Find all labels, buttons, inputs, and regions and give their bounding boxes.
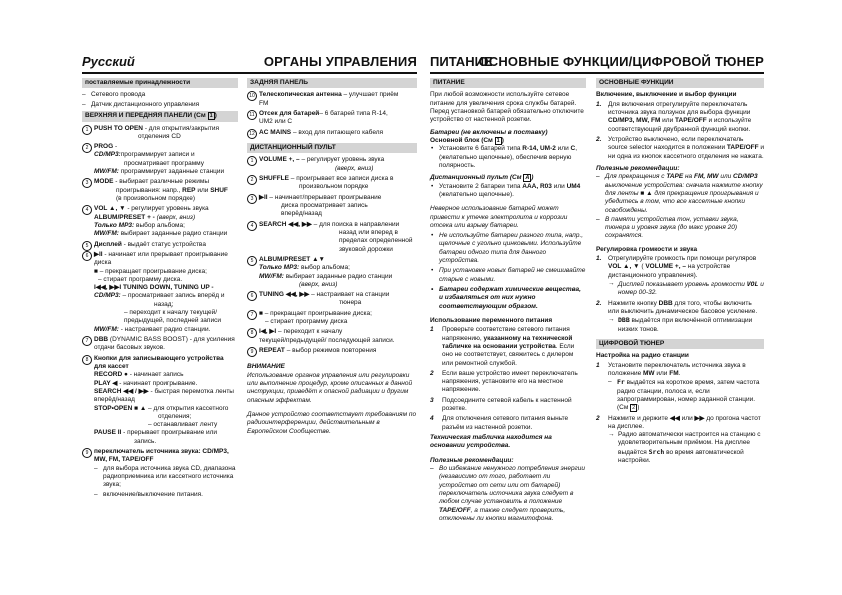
remote-item: 9 REPEAT – выбор режимов повторения	[247, 347, 417, 355]
power-intro: При любой возможности используйте сетевое питание для увеличения срока службы батарей. Перед установкой батарей обязательно отключите устройство от настенной розетки.	[430, 91, 584, 124]
column-functions-tuner: ОСНОВНЫЕ ФУНКЦИИ Включение, выключение и выбор функции 1. Для включения отрегулируйте переключатель источника звука ползунок для выбора функции CD/MP3, MW, FM или TAPE/OFF и используйте соответствующий двубранной функций кнопки. 2. Устройство выключено, если переключатель source selector находится в положении TAPE/OFF и ни одна из кнопок кассетного отделения не нажата. Полезные рекомендации: – Для прекращения с TAPE на FM, MW или CD/MP3 выключение устройства: сначала нажмите кнопку для ленты ■ ▲ для прекращения проигрывания и убедитесь в том, что все кассетные кнопки освобождены. – В памяти устройства тон, уставки звука, тюнера и уровня звука (до макс уровня 20) сохранятся. Регулировка громкости и звука 1. Отрегулируйте громкость при помощи регуляров VOL ▲, ▼ ( VOLUME +, – на устройстве дистанционного управления). → Дисплей показывает уровень громкости VOL и номер 00-32. 2. Нажмите кнопку DBB для того, чтобы включить или выключить динамическое басовое усиление. → DBB выдаётся при включённой оптимизации низких тонов. ЦИФРОВОЙ ТЮНЕР Настройка на радио станции 1 Установите переключатель источника звука в положение MW или FM. – Fr выдаётся на короткое время, затем частота радио станции, полоса и, если запрограммирован, номер заданной станции. (См 2 ) 2 Нажмите и держите ◀◀ или ▶▶ до прогона частот на дисплее. → Радио автоматически настроится на станцию с удовлетворительным приёмом. На дисплее выдаётся Srch во время автоматической настройки.	[596, 76, 764, 467]
remote-item: 3 ▶II – начинает/прерывает проигрывание диска просматривает запись вперёд/назад	[247, 194, 417, 219]
lcd-fr-indicator: Fr	[617, 378, 625, 387]
remote-item: 1 VOLUME +, – – регулирует уровень звука (вверх, вниз)	[247, 156, 417, 173]
right-page-header	[430, 56, 764, 74]
supplied-heading: поставляемые принадлежности	[82, 78, 238, 88]
language-label: Русский	[82, 54, 135, 70]
figure-ref: A	[525, 175, 530, 182]
supplied-item: – Сетевого провода	[82, 91, 238, 99]
control-item: 7 DBB (DYNAMIC BASS BOOST) - для усиления отдачи басовых звуков.	[82, 336, 238, 353]
left-page-header	[82, 56, 417, 74]
figure-ref: 1	[209, 113, 213, 120]
remote-item: 8 I◀, ▶I – переходит к началу текущей/предыдущей/ последующей записи.	[247, 328, 417, 345]
remote-item: 4 SEARCH ◀◀, ▶▶ – для поиска в направлении назад или вперед в пределах определенной звуковой дорожки	[247, 221, 417, 254]
warning-heading: ВНИМАНИЕ	[247, 363, 285, 371]
remote-item: 7 ■ – прекращает проигрывание диска; – стирает программу диска	[247, 310, 417, 327]
supplied-item: – Датчик дистанционного управления	[82, 101, 238, 109]
tips-heading: Полезные рекомендации:	[430, 456, 514, 464]
ac-heading: Использование переменного питания	[430, 316, 553, 324]
batteries-heading: Батареи (не включены в поставку)	[430, 128, 548, 136]
remote-item: 2 SHUFFLE – проигрывает все записи диска в произвольном порядке	[247, 175, 417, 192]
control-item: 1 PUSH TO OPEN - для открытия/закрытия отделения CD	[82, 125, 238, 142]
warning-text: Использование органов управления или регулировки или выполнение процедур, кроме описанных в данной инструкции, приведёт к опасной радиации и другим опасным эффектам.	[247, 371, 413, 404]
remote-item: 6 TUNING ◀◀, ▶▶ – настраивает на станции тюнера	[247, 291, 417, 308]
remote-item: 5 ALBUM/PRESET ▲▼ Только MP3: выбор альбома; MW/FM: выбирает заданные радио станции (вверх, вниз)	[247, 256, 417, 289]
functions-title: ОСНОВНЫЕ ФУНКЦИИ/ЦИФРОВОЙ ТЮНЕР	[478, 54, 764, 70]
figure-ref: 2	[632, 405, 636, 412]
battery-instruction: • Установите 6 батарей типа R-14, UM-2 или C, (желательно щелочные), обеспечив верную полярность.	[430, 145, 586, 170]
figure-ref: 1	[496, 138, 500, 144]
basic-functions-heading: ОСНОВНЫЕ ФУНКЦИИ	[596, 78, 764, 88]
control-item: 11 Отсек для батарей– 6 батарей типа R-14, UM2 или С	[247, 110, 417, 127]
control-item: 2 PROG - CD/MP3:программирует записи и просматривает программу MW/FM: программирует заданныe станции	[82, 143, 238, 176]
battery-instruction: • Установите 2 батареи типа AAA, R03 или UM4 (желательно щелочные).	[430, 183, 586, 200]
power-heading: ПИТАНИЕ	[430, 78, 586, 88]
eu-compliance-text: Данное устройство соответствует требованиям по радиоинтерференции, действительным в Европейском Сообществе.	[247, 410, 417, 435]
lcd-srch-indicator: Srch	[648, 447, 665, 456]
column-controls-back-remote	[247, 76, 417, 438]
control-item: 5 Дисплей - выдаёт статус устройства	[82, 241, 238, 249]
power-title: ПИТАНИЕ	[430, 54, 493, 70]
misuse-warning: Неверное использование батарей может привести к утечке электролита и коррозии отсека или взрыву батареи.	[430, 205, 568, 229]
remote-heading: ДИСТАНЦИОННЫЙ ПУЛЬТ	[247, 143, 417, 153]
control-item: 12 AC MAINS – вход для питающего кабеля	[247, 129, 417, 137]
controls-title: ОРГАНЫ УПРАВЛЕНИЯ	[263, 54, 417, 70]
lcd-vol-indicator: VOL	[746, 280, 759, 288]
column-controls-front	[82, 76, 238, 501]
control-item: 4 VOL ▲, ▼ - регулирует уровень звука ALBUM/PRESET + - (вверх, вниз) Только MP3: выбор альбома; MW/FM: выбирает заданные радио станции	[82, 205, 238, 238]
control-item: 9 переключатель источника звука: CD/MP3, MW, FM, TAPE/OFF – для выбора источника звука CD, диапазона радиоприемника или кассетного источника звука; – включение/выключение питания.	[82, 448, 238, 499]
control-item: 3 MODE - выбирает различные режимы проигрывания: напр., REP или SHUF (в произвольном порядке)	[82, 178, 238, 203]
control-item: 10 Телескопическая антенна – улучшает приём FM	[247, 91, 417, 108]
panel-heading: ВЕРХНЯЯ И ПЕРЕДНЯЯ ПАНЕЛИ (См 1 )	[82, 111, 238, 121]
column-power: ПИТАНИЕ При любой возможности используйте сетевое питание для увеличения срока службы батарей. Перед установкой батарей обязательно отключите устройство от настенной розетки. Батареи (не включены в поставку) Основной блок (См 1 ) • Установите 6 батарей типа R-14, UM-2 или C, (желательно щелочные), обеспечив верную полярность. Дистанционный пульт (См A ) • Установите 2 батареи типа AAA, R03 или UM4 (желательно щелочные). Неверное использование батарей может привести к утечке электролита и коррозии отсека или взрыву батареи. • Не используйте батареи разного типа, напр., щелочные с угольно цинковыми. Используйте батареи одного типа для данного устройства. • При установке новых батарей не смешивайте старые с новыми. • Батареи содержат химические вещества, и избавляться от них нужно соответствующим образом. Использование переменного питания 1 Проверьте соответствие сетевого питания напряжению, указанному на технической табличке на основании устройства. Если оно не соответствует, свяжитесь с дилером или ремонтной службой. 2 Если ваше устройство имеет переключатель напряжения, установите его на местное напряжение. 3 Подсоедините сетевой кабель к настенной розетке. 4 Для отключения сетевого питания выньте разъём из настенной розетки. Техническая табличка находится на основании устройства. Полезные рекомендации: – Во избежание ненужного потребления энергии (независимо от того, работает ли устройство от сети или от батарей) переключатель источника звука следует в любом случае установить в положение TAPE/OFF, а также следует проверить, отключены ли кнопки магнитофона.	[430, 76, 586, 524]
back-panel-heading: ЗАДНЯЯ ПАНЕЛЬ	[247, 78, 417, 88]
dbb-indicator-icon: DBB	[618, 316, 630, 325]
digital-tuner-heading: ЦИФРОВОЙ ТЮНЕР	[596, 339, 764, 349]
control-item: 6 ▶II - начинает или прерывает проигрывание диска ■ – прекращает проигрывание диска; – стирает программу диска. I◀◀, ▶▶I TUNING DOWN, TUNING UP - CD/MP3: – просматривает запись вперёд и назад; – переходит к началу текущей/ предыдущей, последней записи MW/FM: - настраивает радио станции.	[82, 251, 238, 334]
control-item: 8 Кнопки для записывающего устройства для кассет RECORD ● - начинает запись PLAY ◀ - начинает проигрывание. SEARCH ◀◀ / ▶▶ - быстрая перемотка ленты вперёд/назад STOP•OPEN ■ ▲ – для открытия кассетного отделения; – останавливает ленту PAUSE II - прерывает проигрывание или запись.	[82, 355, 238, 446]
type-plate-note: Техническая табличка находится на основании устройства.	[430, 434, 552, 450]
